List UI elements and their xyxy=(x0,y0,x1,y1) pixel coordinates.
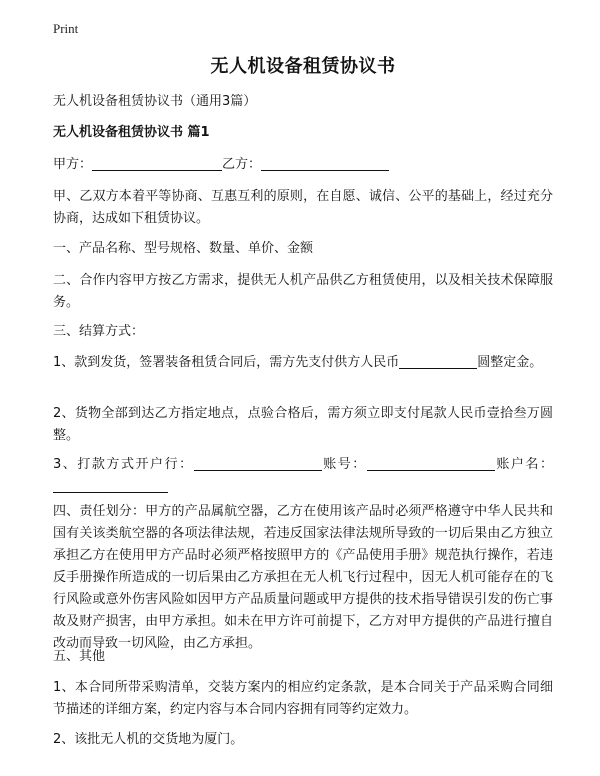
print-link[interactable]: Print xyxy=(53,21,79,36)
settlement-1-tail: 圆整定金。 xyxy=(477,355,543,370)
party-b-label: 乙方： xyxy=(222,157,262,172)
settlement-2: 2、货物全部到达乙方指定地点，点验合格后，需方须立即支付尾款人民币壹拾叁万圆整。 xyxy=(53,406,553,443)
item-3: 三、结算方式： xyxy=(53,324,145,339)
account-name-label: 账户名： xyxy=(494,457,553,472)
settlement-1-text: 1、款到发货，签署装备租赁合同后，需方先支付供方人民币 xyxy=(53,355,400,370)
parties-line xyxy=(53,154,553,176)
settlement-1 xyxy=(53,352,553,374)
settlement-3 xyxy=(53,454,553,498)
party-a-blank xyxy=(92,156,222,171)
document-subtitle: 无人机设备租赁协议书（通用3篇） xyxy=(53,94,257,109)
item-5: 五、其他 xyxy=(53,649,106,664)
account-blank xyxy=(367,456,495,471)
bank-blank xyxy=(194,456,322,471)
account-label: 账号： xyxy=(321,457,367,472)
account-name-blank xyxy=(53,478,168,493)
other-1: 1、本合同所带采购清单，交装方案内的相应约定条款，是本合同关于产品采购合同细节描述的详细方案，约定内容与本合同内容拥有同等约定效力。 xyxy=(53,680,553,717)
other-2: 2、该批无人机的交货地为厦门。 xyxy=(53,732,244,747)
party-b-blank xyxy=(261,156,389,171)
party-a-label: 甲方： xyxy=(53,157,93,172)
deposit-blank xyxy=(399,354,477,369)
bank-label: 3、打款方式开户行： xyxy=(53,457,194,472)
item-2: 二、合作内容甲方按乙方需求，提供无人机产品供乙方租赁使用，以及相关技术保障服务。 xyxy=(53,273,553,310)
item-1: 一、产品名称、型号规格、数量、单价、金额 xyxy=(53,241,314,256)
section-heading: 无人机设备租赁协议书 篇1 xyxy=(53,125,210,140)
document-title: 无人机设备租赁协议书 xyxy=(210,56,396,77)
intro-paragraph: 甲、乙双方本着平等协商、互惠互利的原则，在自愿、诚信、公平的基础上，经过充分协商，达成如下租赁协议。 xyxy=(53,189,553,226)
item-4: 四、责任划分：甲方的产品属航空器，乙方在使用该产品时必须严格遵守中华人民共和国有关该类航空器的各项法律法规，若违反国家法律法规所导致的一切后果由乙方独立承担乙方在使用甲方产品时必须严格按照甲方的《产品使用手册》规范执行操作，若违反手册操作所造成的一切后果由乙方承担在无人机飞行过程中，因无人机可能存在的飞行风险或意外伤害风险如因甲方产品质量问题或甲方提供的技术指导错误引发的伤亡事故及财产损害，由甲方承担。如未在甲方许可前提下，乙方对甲方提供的产品进行擅自改动而导致一切风险，由乙方承担。 xyxy=(53,504,553,651)
